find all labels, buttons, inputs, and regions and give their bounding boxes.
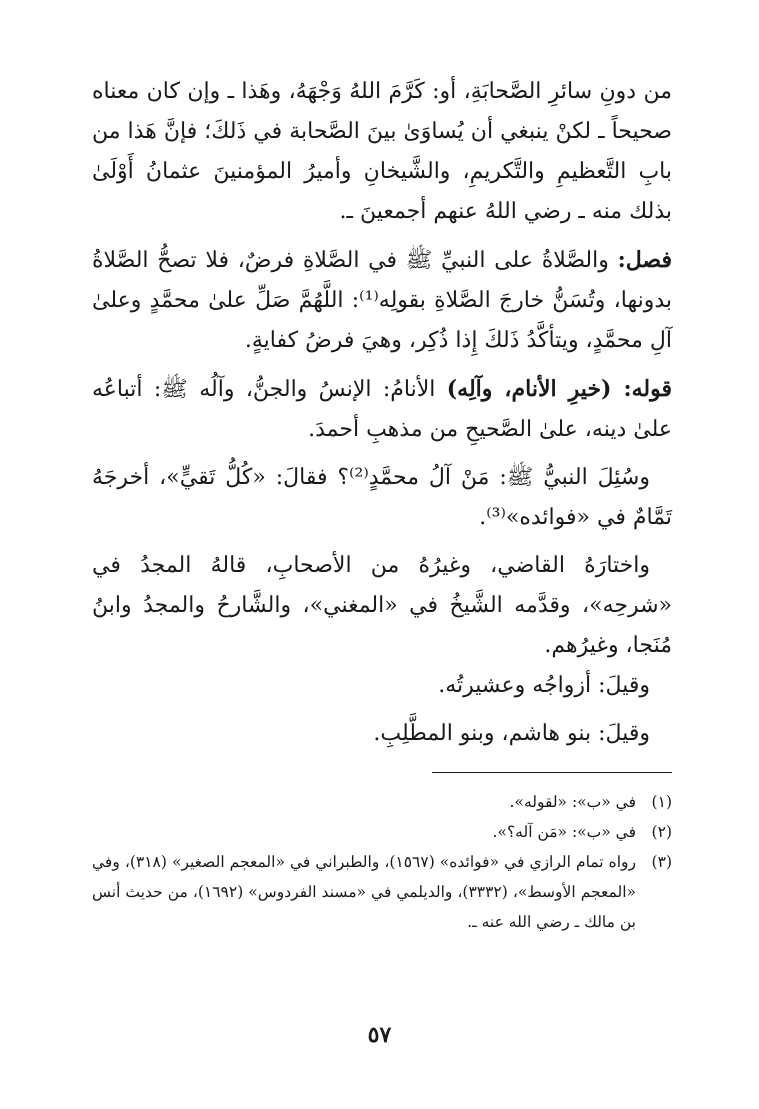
paragraph-4: وسُئِلَ النبيُّ ﷺ: مَنْ آلُ محمَّدٍ⁽²⁾؟ فقالَ: «كُلُّ تَقيٍّ»، أخرجَهُ تَمَّامٌ في «فوائده»⁽³⁾. bbox=[92, 465, 672, 530]
footnote-text: في «ب»: «لقوله». bbox=[509, 793, 636, 811]
footnotes bbox=[92, 787, 672, 937]
paragraph-7: وقيلَ: بنو هاشم، وبنو المطَّلِبِ. bbox=[373, 721, 650, 746]
footnote-1 bbox=[92, 787, 672, 817]
footnote-text: في «ب»: «مَن آله؟». bbox=[492, 823, 636, 841]
footnote-2 bbox=[92, 817, 672, 847]
paragraph-1: من دونِ سائرِ الصَّحابَةِ، أو: كَرَّمَ اللهُ وَجْهَهُ، وهَذا ـ وإن كان معناه صحيحاً ـ لكنْ ينبغي أن يُساوَىٰ بينَ الصَّحابة في ذَلكَ؛ فإنَّ هَذا من بابِ التَّعظيمِ والتَّكريمِ، والشَّيخانِ وأميرُ المؤمنينَ عثمانُ أَوْلَىٰ بذلك منه ـ رضي اللهُ عنهم أجمعينَ ـ. bbox=[92, 79, 672, 224]
paragraph-6: وقيلَ: أزواجُه وعشيرتُه. bbox=[438, 673, 650, 698]
paragraph-3 bbox=[92, 369, 672, 450]
paragraph-3-text: الأنامُ: الإنسُ والجنُّ، وآلُه ﷺ: أتباعُه علىٰ دينه، علىٰ الصَّحيحِ من مذهبِ أحمدَ. bbox=[92, 377, 672, 442]
page-number: ٥٧ bbox=[367, 1022, 392, 1048]
section-heading-fasl: فصل: bbox=[617, 247, 672, 273]
page-body bbox=[92, 72, 672, 1072]
footnote-number: (١) bbox=[651, 793, 672, 811]
main-text bbox=[92, 72, 672, 754]
paragraph-2 bbox=[92, 240, 672, 361]
footnote-3 bbox=[92, 847, 672, 937]
footnote-text: رواه تمام الرازي في «فوائده» (١٥٦٧)، والطبراني في «المعجم الصغير» (٣١٨)، وفي «المعجم الأوسط»، (٣٣٣٢)، والديلمي في «مسند الفردوس» (١٦٩٢)، من حديث أنس بن مالك ـ رضي الله عنه ـ. bbox=[92, 853, 636, 931]
footnote-divider bbox=[432, 772, 672, 773]
quoted-phrase-heading: قوله: (خيرِ الأنام، وآلِه) bbox=[446, 376, 672, 402]
paragraph-5: واختارَهُ القاضي، وغيرُهُ من الأصحابِ، قالهُ المجدُ في «شرحِه»، وقدَّمه الشَّيخُ في «المغني»، والشَّارحُ والمجدُ وابنُ مُنَجا، وغيرُهم. bbox=[92, 553, 672, 658]
footnote-number: (٢) bbox=[651, 823, 672, 841]
footnote-number: (٣) bbox=[651, 853, 672, 871]
paragraph-2-text: والصَّلاةُ على النبيِّ ﷺ في الصَّلاةِ فرضٌ، فلا تصحُّ الصَّلاةُ بدونها، وتُسَنُّ خارجَ الصَّلاةِ بقولِه⁽¹⁾: اللَّهُمَّ صَلِّ علىٰ محمَّدٍ وعلىٰ آلِ محمَّدٍ، ويتأكَّدُ ذَلكَ إِذا ذُكِر، وهيَ فرضُ كفايةٍ. bbox=[92, 248, 673, 353]
